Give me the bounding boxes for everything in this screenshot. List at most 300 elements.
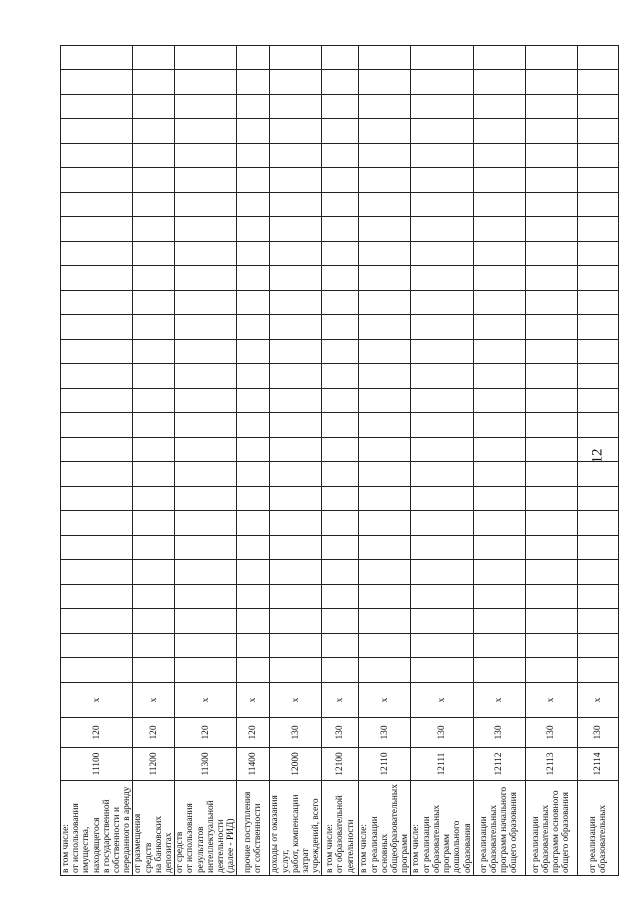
- empty-cell[interactable]: [270, 511, 322, 536]
- empty-cell[interactable]: [322, 46, 359, 71]
- row-label-line: программ основного: [551, 790, 562, 873]
- empty-cell[interactable]: [577, 242, 618, 267]
- empty-cell[interactable]: [359, 193, 411, 218]
- empty-cell[interactable]: [359, 168, 411, 193]
- empty-cell[interactable]: [133, 291, 175, 316]
- empty-cell[interactable]: [359, 364, 411, 389]
- empty-cell[interactable]: [322, 462, 359, 487]
- empty-cell[interactable]: [61, 315, 133, 340]
- empty-cell[interactable]: [61, 291, 133, 316]
- empty-cell[interactable]: [175, 585, 237, 610]
- empty-cell[interactable]: [133, 119, 175, 144]
- empty-cell[interactable]: [473, 315, 525, 340]
- empty-cell[interactable]: [525, 119, 577, 144]
- empty-cell[interactable]: [270, 634, 322, 659]
- empty-cell[interactable]: [133, 217, 175, 242]
- empty-cell[interactable]: [473, 389, 525, 414]
- empty-cell[interactable]: [322, 168, 359, 193]
- empty-cell[interactable]: [359, 438, 411, 463]
- empty-cell[interactable]: [133, 46, 175, 71]
- empty-cell[interactable]: [473, 340, 525, 365]
- empty-cell[interactable]: [525, 144, 577, 169]
- empty-cell[interactable]: [577, 364, 618, 389]
- empty-cell[interactable]: [359, 340, 411, 365]
- empty-cell[interactable]: [525, 536, 577, 561]
- empty-cell[interactable]: [133, 364, 175, 389]
- empty-cell[interactable]: [175, 315, 237, 340]
- empty-cell[interactable]: [61, 658, 133, 683]
- empty-cell[interactable]: [237, 315, 270, 340]
- empty-cell[interactable]: [473, 438, 525, 463]
- empty-cell[interactable]: [525, 438, 577, 463]
- empty-cell[interactable]: [359, 217, 411, 242]
- empty-cell[interactable]: [175, 291, 237, 316]
- empty-cell[interactable]: [61, 413, 133, 438]
- empty-cell[interactable]: [359, 536, 411, 561]
- empty-cell[interactable]: [175, 511, 237, 536]
- empty-cell[interactable]: [577, 487, 618, 512]
- empty-cell[interactable]: [359, 315, 411, 340]
- empty-cell[interactable]: [237, 266, 270, 291]
- empty-cell[interactable]: [359, 119, 411, 144]
- empty-cell[interactable]: [175, 266, 237, 291]
- empty-cell[interactable]: [411, 413, 473, 438]
- empty-cell[interactable]: [270, 119, 322, 144]
- empty-cell[interactable]: [473, 658, 525, 683]
- empty-cell[interactable]: [577, 291, 618, 316]
- empty-cell[interactable]: [525, 634, 577, 659]
- row-code: 11100: [61, 748, 133, 781]
- rotated-table-container: [60, 46, 608, 876]
- empty-cell[interactable]: [577, 168, 618, 193]
- empty-cell[interactable]: [473, 462, 525, 487]
- empty-cell[interactable]: [270, 46, 322, 71]
- empty-cell[interactable]: [61, 119, 133, 144]
- empty-cell[interactable]: [175, 462, 237, 487]
- empty-cell[interactable]: [359, 634, 411, 659]
- empty-cell[interactable]: [237, 242, 270, 267]
- empty-cell[interactable]: [411, 242, 473, 267]
- empty-cell[interactable]: [525, 242, 577, 267]
- empty-cell[interactable]: [270, 266, 322, 291]
- empty-cell[interactable]: [577, 144, 618, 169]
- empty-cell[interactable]: [175, 193, 237, 218]
- empty-cell[interactable]: [411, 46, 473, 71]
- empty-cell[interactable]: [577, 560, 618, 585]
- row-label-line: интеллектуальной: [205, 800, 216, 873]
- empty-cell[interactable]: [237, 536, 270, 561]
- empty-cell[interactable]: [577, 119, 618, 144]
- empty-cell[interactable]: [525, 217, 577, 242]
- empty-cell[interactable]: [175, 242, 237, 267]
- empty-cell[interactable]: [359, 389, 411, 414]
- empty-cell[interactable]: [133, 487, 175, 512]
- empty-cell[interactable]: [133, 389, 175, 414]
- empty-cell[interactable]: [577, 536, 618, 561]
- empty-cell[interactable]: [525, 609, 577, 634]
- empty-cell[interactable]: [473, 634, 525, 659]
- empty-cell[interactable]: [411, 585, 473, 610]
- empty-cell[interactable]: [237, 46, 270, 71]
- empty-cell[interactable]: [61, 193, 133, 218]
- empty-cell[interactable]: [237, 95, 270, 120]
- empty-cell[interactable]: [322, 315, 359, 340]
- empty-cell[interactable]: [237, 438, 270, 463]
- empty-cell[interactable]: [359, 511, 411, 536]
- empty-cell[interactable]: [473, 95, 525, 120]
- empty-cell[interactable]: [322, 364, 359, 389]
- empty-cell[interactable]: [61, 560, 133, 585]
- empty-cell[interactable]: [577, 340, 618, 365]
- page-number: 12: [589, 448, 606, 464]
- empty-cell[interactable]: [61, 364, 133, 389]
- empty-cell[interactable]: [473, 413, 525, 438]
- empty-cell[interactable]: [61, 144, 133, 169]
- empty-cell[interactable]: [237, 193, 270, 218]
- empty-cell[interactable]: [411, 340, 473, 365]
- empty-cell[interactable]: [411, 70, 473, 95]
- empty-cell[interactable]: [322, 70, 359, 95]
- empty-cell[interactable]: [359, 585, 411, 610]
- empty-cell[interactable]: [473, 364, 525, 389]
- empty-cell[interactable]: [322, 634, 359, 659]
- empty-cell[interactable]: [237, 144, 270, 169]
- empty-cell[interactable]: [473, 585, 525, 610]
- empty-cell[interactable]: [359, 291, 411, 316]
- empty-cell[interactable]: [525, 315, 577, 340]
- empty-cell[interactable]: [322, 413, 359, 438]
- empty-cell[interactable]: [175, 609, 237, 634]
- row-label: [175, 781, 237, 876]
- empty-cell[interactable]: [473, 609, 525, 634]
- empty-cell[interactable]: [473, 217, 525, 242]
- empty-cell[interactable]: [270, 217, 322, 242]
- empty-cell[interactable]: [525, 340, 577, 365]
- empty-cell[interactable]: [237, 413, 270, 438]
- empty-cell[interactable]: [270, 413, 322, 438]
- empty-cell[interactable]: [577, 193, 618, 218]
- empty-cell[interactable]: [473, 46, 525, 71]
- empty-cell[interactable]: [175, 658, 237, 683]
- empty-cell[interactable]: [411, 95, 473, 120]
- empty-cell[interactable]: [525, 487, 577, 512]
- empty-cell[interactable]: [411, 119, 473, 144]
- empty-cell[interactable]: [473, 70, 525, 95]
- empty-cell[interactable]: [61, 168, 133, 193]
- empty-cell[interactable]: [237, 462, 270, 487]
- empty-cell[interactable]: [322, 266, 359, 291]
- empty-cell[interactable]: [525, 95, 577, 120]
- empty-cell[interactable]: [133, 193, 175, 218]
- empty-cell[interactable]: [322, 487, 359, 512]
- empty-cell[interactable]: [175, 144, 237, 169]
- empty-cell[interactable]: [322, 536, 359, 561]
- empty-cell[interactable]: [577, 438, 618, 463]
- empty-cell[interactable]: [237, 389, 270, 414]
- row-value: 120: [133, 718, 175, 748]
- empty-cell[interactable]: [322, 658, 359, 683]
- empty-cell[interactable]: [270, 193, 322, 218]
- empty-cell[interactable]: [322, 340, 359, 365]
- empty-cell[interactable]: [270, 658, 322, 683]
- empty-cell[interactable]: [133, 511, 175, 536]
- empty-cell[interactable]: [411, 389, 473, 414]
- empty-cell[interactable]: [133, 438, 175, 463]
- empty-cell[interactable]: [577, 46, 618, 71]
- empty-cell[interactable]: [359, 413, 411, 438]
- empty-cell[interactable]: [61, 585, 133, 610]
- empty-cell[interactable]: [473, 119, 525, 144]
- empty-cell[interactable]: [525, 70, 577, 95]
- empty-cell[interactable]: [359, 560, 411, 585]
- empty-cell[interactable]: [270, 364, 322, 389]
- empty-cell[interactable]: [525, 585, 577, 610]
- empty-cell[interactable]: [577, 70, 618, 95]
- empty-cell[interactable]: [525, 560, 577, 585]
- empty-cell[interactable]: [61, 242, 133, 267]
- empty-cell[interactable]: [237, 658, 270, 683]
- empty-cell[interactable]: [577, 462, 618, 487]
- empty-cell[interactable]: [133, 315, 175, 340]
- empty-cell[interactable]: [237, 340, 270, 365]
- empty-cell[interactable]: [359, 46, 411, 71]
- empty-cell[interactable]: [175, 168, 237, 193]
- empty-cell[interactable]: [270, 168, 322, 193]
- empty-cell[interactable]: [133, 242, 175, 267]
- empty-cell[interactable]: [270, 340, 322, 365]
- empty-cell[interactable]: [133, 560, 175, 585]
- empty-cell[interactable]: [175, 340, 237, 365]
- empty-cell[interactable]: [577, 609, 618, 634]
- empty-cell[interactable]: [133, 536, 175, 561]
- empty-cell[interactable]: [577, 585, 618, 610]
- empty-cell[interactable]: [359, 70, 411, 95]
- empty-cell[interactable]: [61, 266, 133, 291]
- empty-cell[interactable]: [577, 266, 618, 291]
- empty-cell[interactable]: [270, 438, 322, 463]
- empty-cell[interactable]: [411, 536, 473, 561]
- empty-cell[interactable]: [133, 609, 175, 634]
- empty-cell[interactable]: [175, 536, 237, 561]
- empty-cell[interactable]: [525, 364, 577, 389]
- empty-cell[interactable]: [473, 536, 525, 561]
- empty-cell[interactable]: [322, 242, 359, 267]
- empty-cell[interactable]: [411, 438, 473, 463]
- empty-cell[interactable]: [270, 95, 322, 120]
- empty-cell[interactable]: [473, 511, 525, 536]
- empty-cell[interactable]: [270, 585, 322, 610]
- empty-cell[interactable]: [525, 266, 577, 291]
- empty-cell[interactable]: [525, 462, 577, 487]
- empty-cell[interactable]: [237, 291, 270, 316]
- table-row: [175, 46, 237, 876]
- empty-cell[interactable]: [237, 634, 270, 659]
- empty-cell[interactable]: [175, 95, 237, 120]
- empty-cell[interactable]: [133, 658, 175, 683]
- empty-cell[interactable]: [270, 315, 322, 340]
- empty-cell[interactable]: [133, 144, 175, 169]
- empty-cell[interactable]: [61, 389, 133, 414]
- empty-cell[interactable]: [577, 389, 618, 414]
- empty-cell[interactable]: [270, 291, 322, 316]
- empty-cell[interactable]: [411, 217, 473, 242]
- empty-cell[interactable]: [322, 119, 359, 144]
- empty-cell[interactable]: [61, 487, 133, 512]
- empty-cell[interactable]: [133, 634, 175, 659]
- empty-cell[interactable]: [525, 413, 577, 438]
- empty-cell[interactable]: [577, 511, 618, 536]
- empty-cell[interactable]: [237, 364, 270, 389]
- empty-cell[interactable]: [270, 462, 322, 487]
- empty-cell[interactable]: [411, 193, 473, 218]
- empty-cell[interactable]: [270, 144, 322, 169]
- empty-cell[interactable]: [61, 536, 133, 561]
- empty-cell[interactable]: [322, 511, 359, 536]
- empty-cell[interactable]: [175, 560, 237, 585]
- empty-cell[interactable]: [359, 144, 411, 169]
- empty-cell[interactable]: [525, 193, 577, 218]
- empty-cell[interactable]: [133, 340, 175, 365]
- empty-cell[interactable]: [473, 560, 525, 585]
- empty-cell[interactable]: [411, 487, 473, 512]
- empty-cell[interactable]: [133, 95, 175, 120]
- empty-cell[interactable]: [359, 487, 411, 512]
- empty-cell[interactable]: [322, 217, 359, 242]
- empty-cell[interactable]: [133, 168, 175, 193]
- empty-cell[interactable]: [411, 511, 473, 536]
- empty-cell[interactable]: [322, 193, 359, 218]
- empty-cell[interactable]: [270, 487, 322, 512]
- empty-cell[interactable]: [270, 536, 322, 561]
- empty-cell[interactable]: [61, 70, 133, 95]
- empty-cell[interactable]: [133, 70, 175, 95]
- empty-cell[interactable]: [525, 291, 577, 316]
- empty-cell[interactable]: [525, 389, 577, 414]
- row-label: [133, 781, 175, 876]
- empty-cell[interactable]: [175, 487, 237, 512]
- empty-cell[interactable]: [237, 70, 270, 95]
- empty-cell[interactable]: [359, 95, 411, 120]
- empty-cell[interactable]: [61, 217, 133, 242]
- empty-cell[interactable]: [411, 315, 473, 340]
- empty-cell[interactable]: [359, 658, 411, 683]
- empty-cell[interactable]: [473, 242, 525, 267]
- empty-cell[interactable]: [133, 462, 175, 487]
- empty-cell[interactable]: [411, 266, 473, 291]
- empty-cell[interactable]: [411, 144, 473, 169]
- empty-cell[interactable]: [175, 70, 237, 95]
- empty-cell[interactable]: [359, 242, 411, 267]
- empty-cell[interactable]: [577, 95, 618, 120]
- empty-cell[interactable]: [175, 217, 237, 242]
- empty-cell[interactable]: [322, 609, 359, 634]
- empty-cell[interactable]: [359, 609, 411, 634]
- empty-cell[interactable]: [411, 634, 473, 659]
- empty-cell[interactable]: [411, 364, 473, 389]
- empty-cell[interactable]: [237, 585, 270, 610]
- row-label-line: от реализации: [421, 816, 432, 873]
- empty-cell[interactable]: [175, 413, 237, 438]
- empty-cell[interactable]: [61, 609, 133, 634]
- empty-cell[interactable]: [61, 634, 133, 659]
- empty-cell[interactable]: [237, 560, 270, 585]
- empty-cell[interactable]: [175, 46, 237, 71]
- empty-cell[interactable]: [237, 168, 270, 193]
- empty-cell[interactable]: [175, 389, 237, 414]
- empty-cell[interactable]: [473, 193, 525, 218]
- empty-cell[interactable]: [577, 658, 618, 683]
- empty-cell[interactable]: [237, 487, 270, 512]
- empty-cell[interactable]: [322, 291, 359, 316]
- empty-cell[interactable]: [473, 266, 525, 291]
- empty-cell[interactable]: [175, 438, 237, 463]
- empty-cell[interactable]: [270, 609, 322, 634]
- empty-cell[interactable]: [175, 119, 237, 144]
- empty-cell[interactable]: [411, 462, 473, 487]
- empty-cell[interactable]: [61, 438, 133, 463]
- empty-cell[interactable]: [270, 560, 322, 585]
- row-label-line: от использования: [71, 803, 82, 873]
- empty-cell[interactable]: [133, 266, 175, 291]
- empty-cell[interactable]: [237, 511, 270, 536]
- empty-cell[interactable]: [473, 144, 525, 169]
- empty-cell[interactable]: [359, 266, 411, 291]
- empty-cell[interactable]: [525, 658, 577, 683]
- empty-cell[interactable]: [175, 364, 237, 389]
- empty-cell[interactable]: [473, 291, 525, 316]
- empty-cell[interactable]: [322, 560, 359, 585]
- empty-cell[interactable]: [270, 242, 322, 267]
- empty-cell[interactable]: [322, 95, 359, 120]
- empty-cell[interactable]: [411, 658, 473, 683]
- empty-cell[interactable]: [322, 144, 359, 169]
- empty-cell[interactable]: [61, 340, 133, 365]
- empty-cell[interactable]: [61, 95, 133, 120]
- empty-cell[interactable]: [175, 634, 237, 659]
- empty-cell[interactable]: [473, 487, 525, 512]
- empty-cell[interactable]: [473, 168, 525, 193]
- empty-cell[interactable]: [61, 511, 133, 536]
- empty-cell[interactable]: [525, 511, 577, 536]
- row-label: [270, 781, 322, 876]
- empty-cell[interactable]: [322, 438, 359, 463]
- empty-cell[interactable]: [322, 585, 359, 610]
- empty-cell[interactable]: [411, 609, 473, 634]
- row-mark: х: [577, 683, 618, 718]
- empty-cell[interactable]: [411, 560, 473, 585]
- empty-cell[interactable]: [577, 217, 618, 242]
- empty-cell[interactable]: [359, 462, 411, 487]
- row-mark: х: [473, 683, 525, 718]
- empty-cell[interactable]: [237, 217, 270, 242]
- empty-cell[interactable]: [61, 46, 133, 71]
- empty-cell[interactable]: [577, 413, 618, 438]
- empty-cell[interactable]: [270, 70, 322, 95]
- empty-cell[interactable]: [133, 413, 175, 438]
- empty-cell[interactable]: [237, 609, 270, 634]
- empty-cell[interactable]: [61, 462, 133, 487]
- empty-cell[interactable]: [525, 168, 577, 193]
- empty-cell[interactable]: [525, 46, 577, 71]
- empty-cell[interactable]: [577, 315, 618, 340]
- empty-cell[interactable]: [322, 389, 359, 414]
- empty-cell[interactable]: [237, 119, 270, 144]
- empty-cell[interactable]: [133, 585, 175, 610]
- empty-cell[interactable]: [270, 389, 322, 414]
- empty-cell[interactable]: [411, 168, 473, 193]
- empty-cell[interactable]: [577, 634, 618, 659]
- empty-cell[interactable]: [411, 291, 473, 316]
